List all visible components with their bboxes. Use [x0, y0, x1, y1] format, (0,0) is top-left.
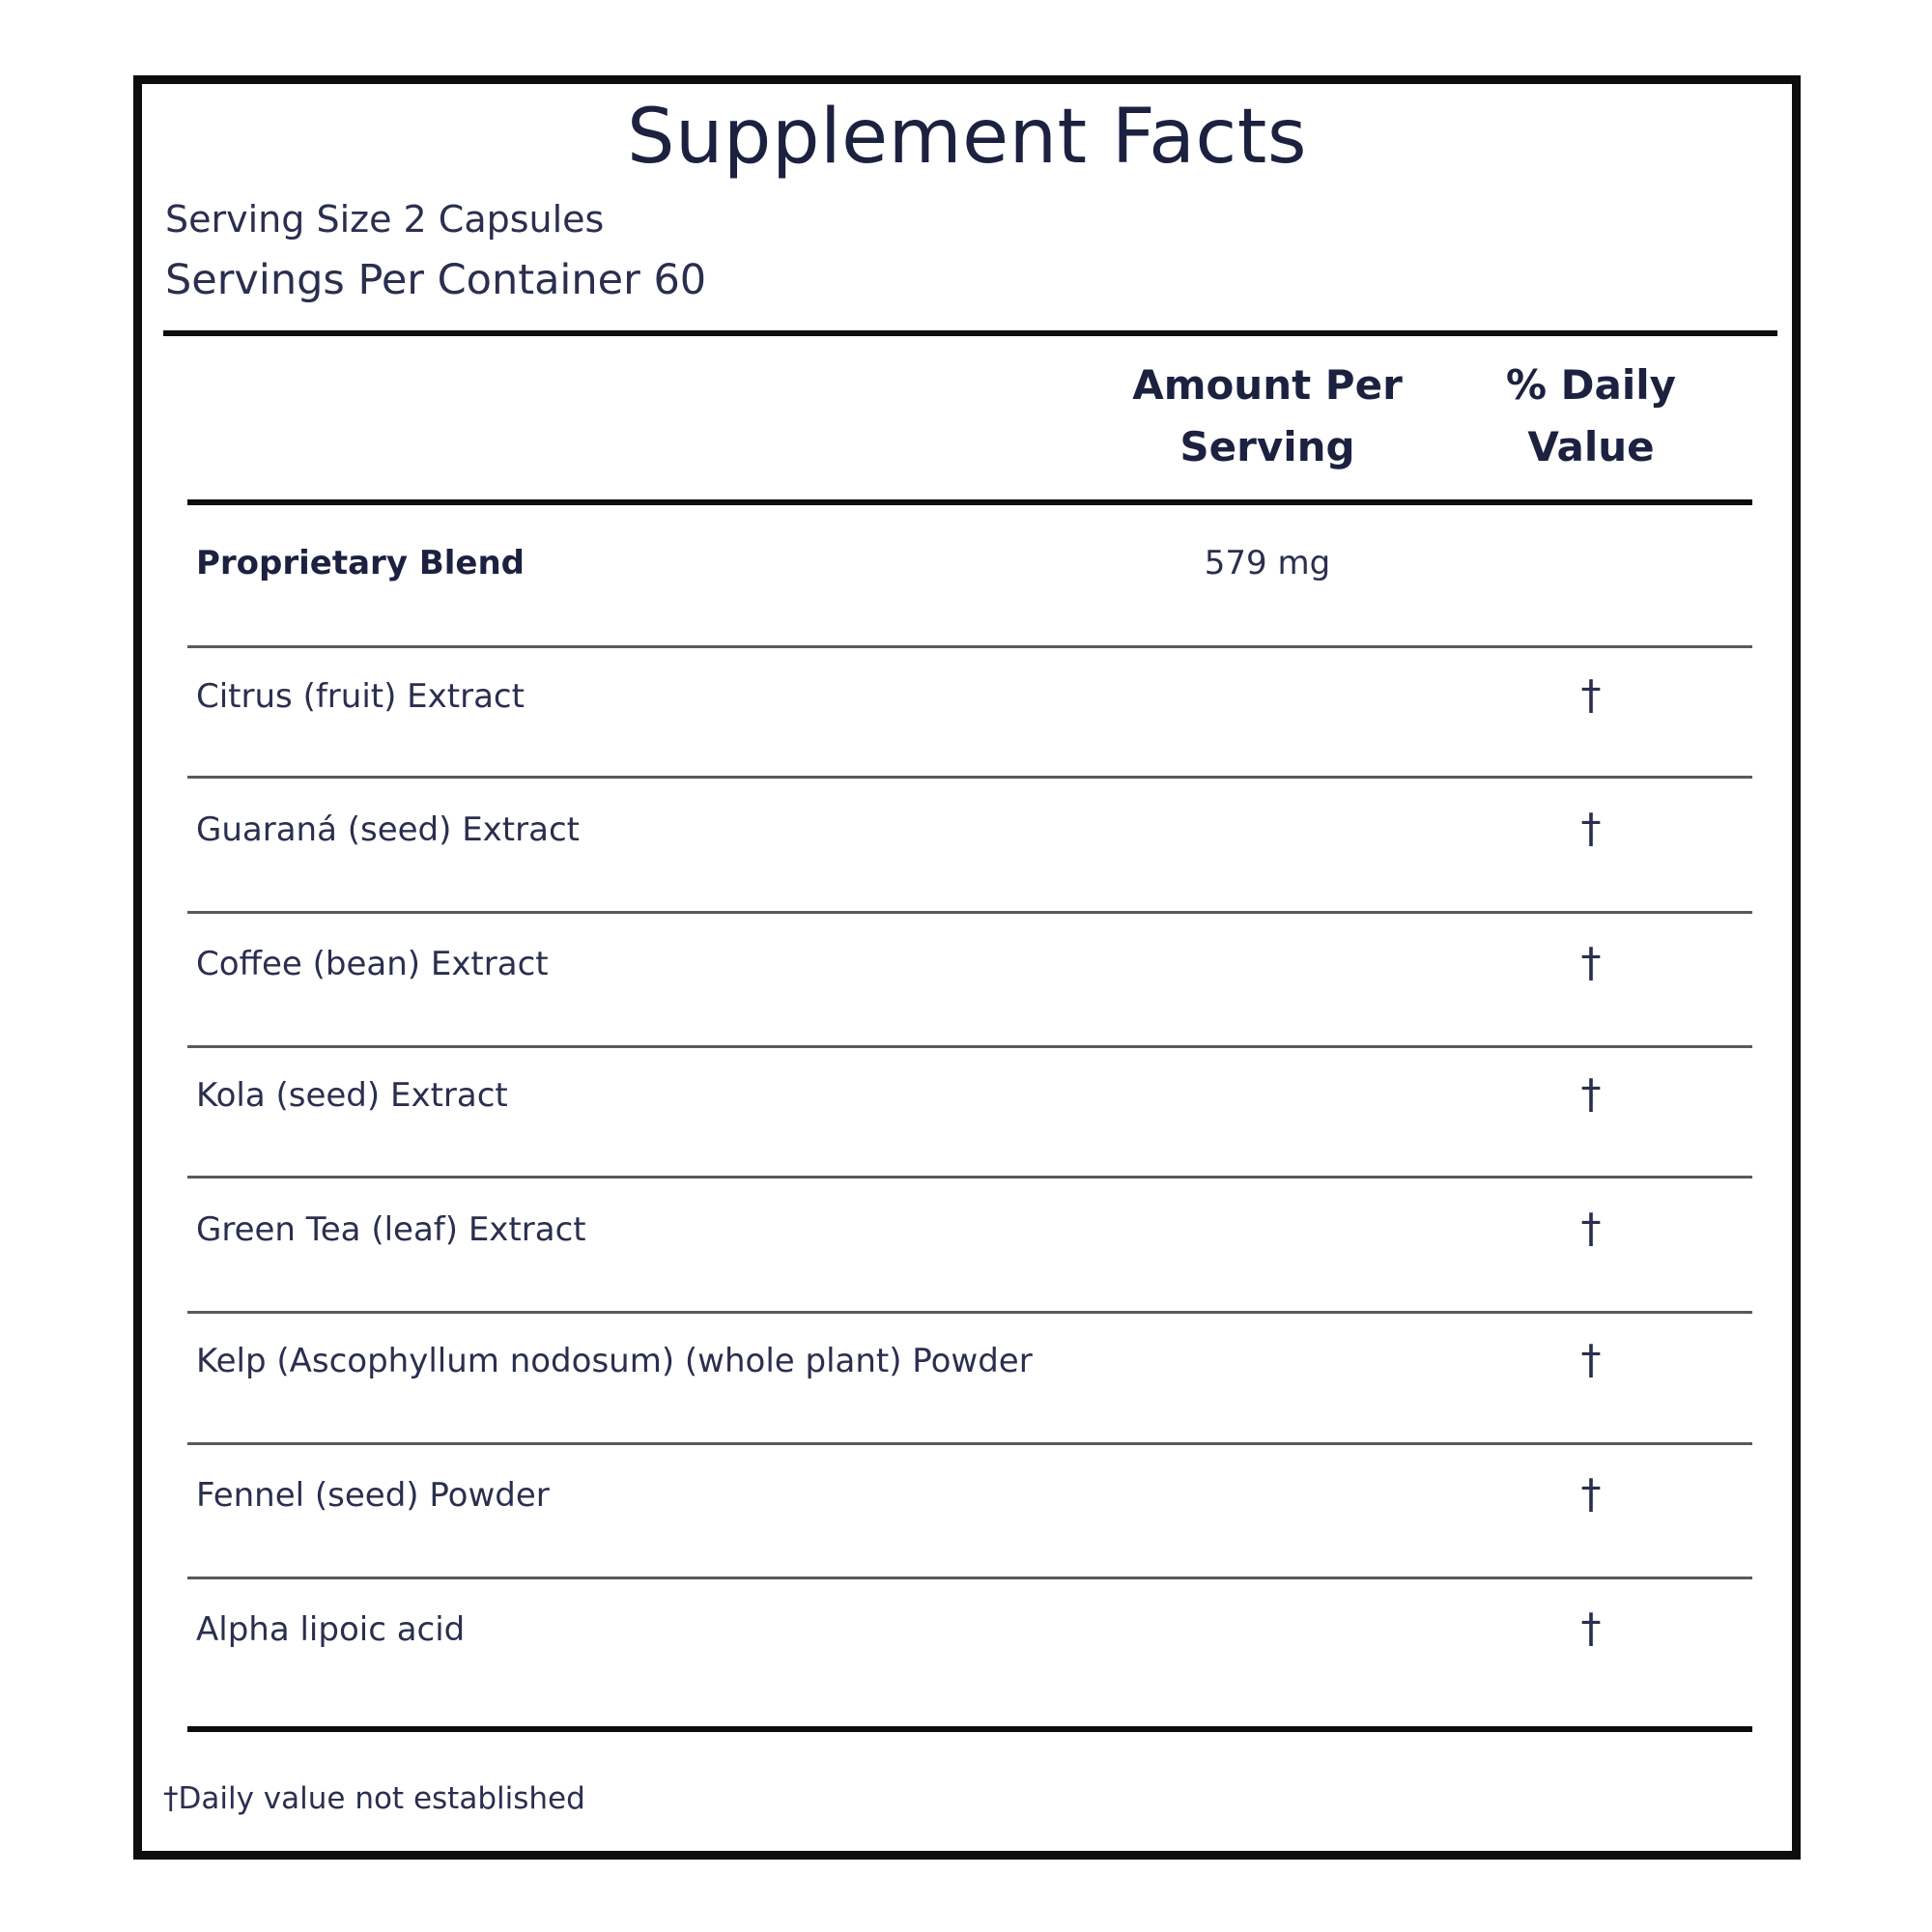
label-title: Supplement Facts: [626, 94, 1308, 181]
header-dv-line2: Value: [1527, 423, 1655, 470]
row-name-citrus: Citrus (fruit) Extract: [196, 677, 525, 716]
footnote: †Daily value not established: [163, 1781, 585, 1816]
row-divider: [187, 1311, 1752, 1314]
header-dv-line1: % Daily: [1505, 361, 1677, 409]
row-name-proprietary-blend: Proprietary Blend: [196, 544, 525, 582]
row-divider: [187, 911, 1752, 914]
row-divider: [187, 1442, 1752, 1445]
row-name-kola: Kola (seed) Extract: [196, 1076, 508, 1115]
supplement-facts-panel: [133, 75, 1801, 1860]
row-dv-guarana: †: [1580, 805, 1602, 852]
row-dv-kelp: †: [1580, 1336, 1602, 1383]
header-divider: [187, 499, 1752, 505]
row-dv-alpha-lipoic-acid: †: [1580, 1605, 1602, 1652]
row-divider: [187, 1176, 1752, 1179]
row-divider: [187, 645, 1752, 648]
row-dv-coffee: †: [1580, 939, 1602, 986]
row-divider: [187, 1577, 1752, 1579]
top-divider: [163, 330, 1777, 336]
row-divider: [187, 776, 1752, 779]
header-amount-line2: Serving: [1179, 423, 1355, 470]
row-amount-proprietary-blend: 579 mg: [1204, 544, 1331, 582]
row-dv-fennel: †: [1580, 1470, 1602, 1518]
row-name-alpha-lipoic-acid: Alpha lipoic acid: [196, 1610, 466, 1649]
row-name-kelp: Kelp (Ascophyllum nodosum) (whole plant) Powder: [196, 1342, 1033, 1380]
serving-size: Serving Size 2 Capsules: [165, 198, 605, 241]
header-amount-per-serving: [1122, 355, 1412, 478]
row-name-green-tea: Green Tea (leaf) Extract: [196, 1210, 586, 1249]
row-name-fennel: Fennel (seed) Powder: [196, 1476, 550, 1515]
row-dv-green-tea: †: [1580, 1205, 1602, 1252]
bottom-divider: [187, 1726, 1752, 1732]
header-daily-value: [1475, 355, 1707, 478]
row-dv-kola: †: [1580, 1070, 1602, 1118]
row-divider: [187, 1045, 1752, 1048]
row-name-guarana: Guaraná (seed) Extract: [196, 810, 580, 849]
row-dv-citrus: †: [1580, 671, 1602, 719]
row-name-coffee: Coffee (bean) Extract: [196, 945, 549, 983]
header-amount-line1: Amount Per: [1132, 361, 1403, 409]
servings-per-container: Servings Per Container 60: [165, 256, 707, 304]
